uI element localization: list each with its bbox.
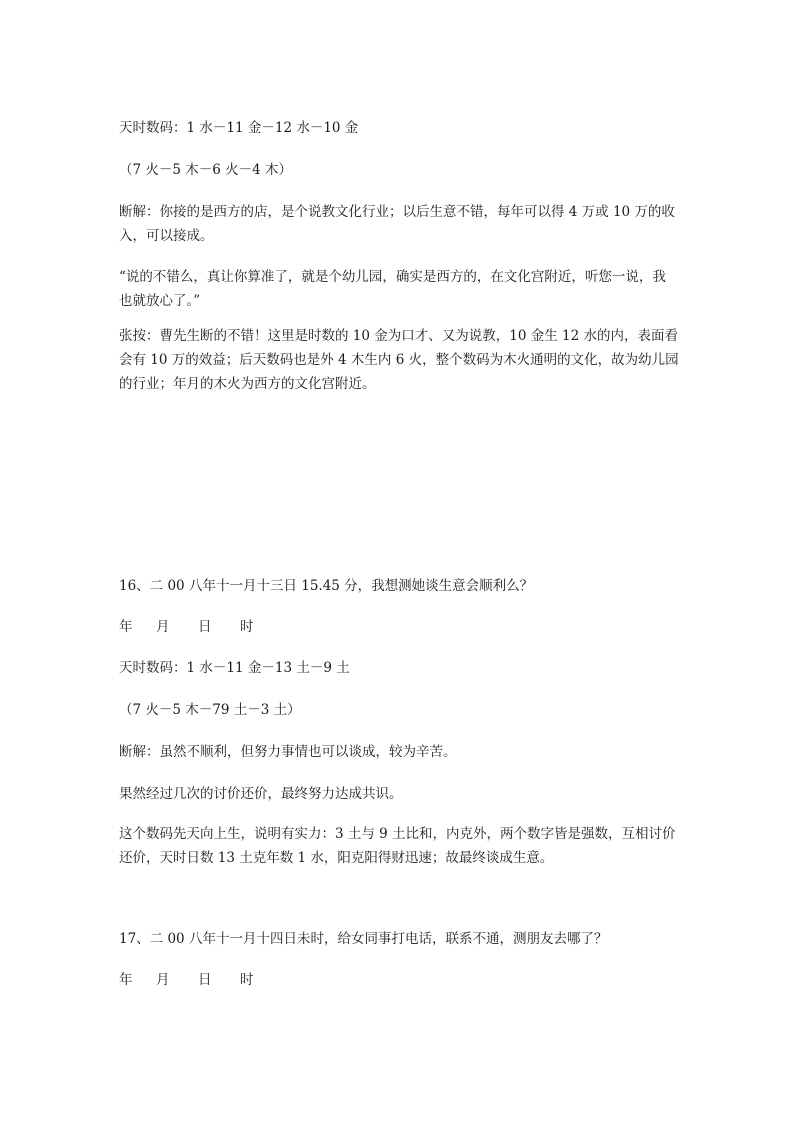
case-16-analysis: 这个数码先天向上生，说明有实力：3 土与 9 土比和，内克外，两个数字皆是强数，互相讨价还价，天时日数 13 土克年数 1 水，阳克阳得财迅速；故最终谈成生意。 (119, 826, 676, 866)
calendar-hour-label: 时 (240, 619, 254, 635)
calendar-month-label: 月 (156, 619, 170, 635)
case-17-calendar-row (119, 968, 270, 992)
calendar-year-label: 年 (119, 972, 133, 988)
case-17-title: 17、二 00 八年十一月十四日未时，给女同事打电话，联系不通，测朋友去哪了？ (119, 931, 608, 947)
calendar-day-label: 日 (198, 972, 212, 988)
judgement-paragraph: 断解：你接的是西方的店，是个说教文化行业；以后生意不错，每年可以得 4 万或 10 万的收入，可以接成。 (119, 204, 675, 244)
quote-paragraph: “说的不错么，真让你算准了，就是个幼儿园，确实是西方的，在文化宫附近，听您一说，我也就放心了。” (119, 269, 666, 309)
case-16-houtian-code-line: （7 火－5 木－79 土－3 土） (119, 702, 301, 718)
houtian-code-line: （7 火－5 木－6 火－4 木） (119, 162, 293, 178)
calendar-month-label: 月 (156, 972, 170, 988)
calendar-day-label: 日 (198, 619, 212, 635)
case-16-result: 果然经过几次的讨价还价，最终努力达成共识。 (119, 786, 403, 802)
case-16-judgement: 断解：虽然不顺利，但努力事情也可以谈成，较为辛苦。 (119, 744, 457, 760)
calendar-hour-label: 时 (240, 972, 254, 988)
case-16-calendar-row (119, 615, 270, 639)
case-16-title: 16、二 00 八年十一月十三日 15.45 分，我想测她谈生意会顺利么？ (119, 578, 534, 594)
case-16-tianshi-code-line: 天时数码：1 水－11 金－13 土－9 土 (119, 660, 350, 676)
commentary-paragraph: 张按：曹先生断的不错！这里是时数的 10 金为口才、又为说教，10 金生 12 水的内，表面看会有 10 万的效益；后天数码也是外 4 木生内 6 火，整个数码为木火通明的文化，故为幼儿园的行业；年月的木火为西方的文化宫附近。 (119, 328, 679, 392)
tianshi-code-line: 天时数码：1 水－11 金－12 水－10 金 (119, 120, 359, 136)
calendar-year-label: 年 (119, 619, 133, 635)
